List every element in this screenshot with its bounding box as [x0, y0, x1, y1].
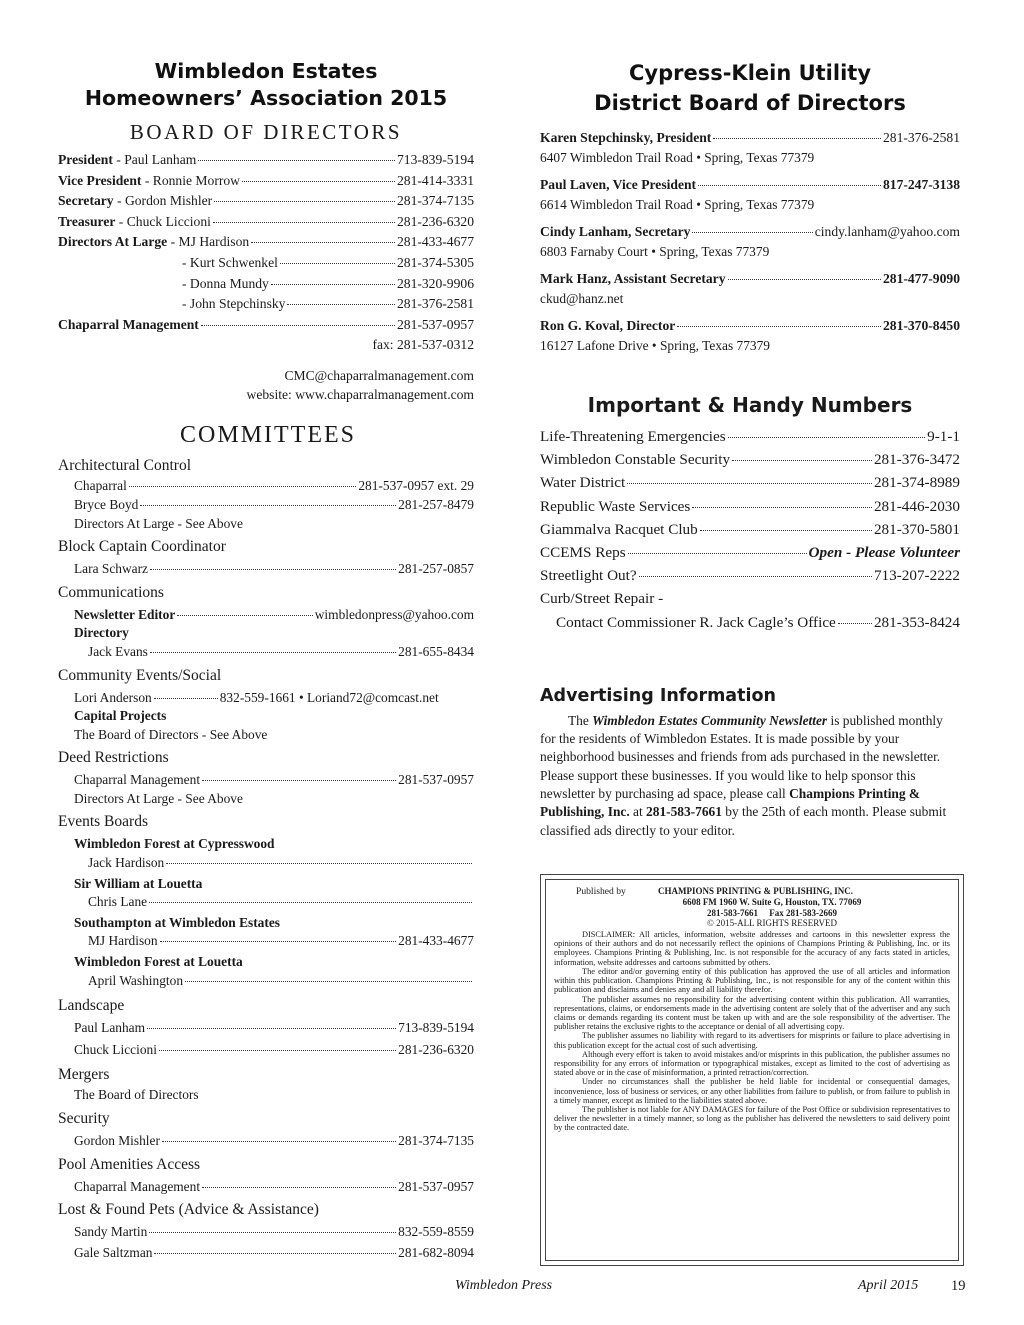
officer-row: Vice President - Ronnie Morrow 281-414-3331 [58, 172, 474, 188]
disclaimer-text: DISCLAIMER: All articles, information, website addresses and cartoons in this newsletter express the opinions of their authors and do not necessarily reflect the opinions of Champions Printing & Publishing, Inc. or its employees. Champions Printing & Publishing, Inc. is not responsible for the accuracy of any facts stated in articles, information, website addresses and cartoons submitted by others. The editor and/or governing entity of this publication has approved the use of all articles and information within this publication. Champions Printing & Publishing, Inc., is not responsible for any of the content within this publication and disclaims and denies any and all liability therefor. The publisher assumes no responsibility for the advertising content within this publication. All warranties, representations, claims, or endorsements made in the advertising content are solely that of the advertiser and any such claims or demands regarding its content must be taken up with and are the sole responsibility of the advertiser. The publisher retains the exclusive rights to the acceptance or denial of all advertising copy. The publisher assumes no liability with regard to its advertisers for misprints or failure to place advertising in this publication except for the actual cost of such advertising. Although every effort is taken to avoid mistakes and/or misprints in this publication, the publisher assumes no responsibility for any errors of information or typographical mistakes, except as limited to the cost of advertising as stated above or in the case of misinformation, a printed retraction/correction. Under no circumstances shall the publisher be held liable for incidental or consequential damages, inconvenience, loss of business or services, or any other liabilities from failure to publish, or from failure to publish in a timely manner, except as limited to the liabilities stated above. The publisher is not liable for ANY DAMAGES for failure of the Post Office or subdivision representatives to deliver the newsletter in a timely manner, so long as the publisher has delivered the newsletters to said delivery point by the contracted date. [554, 930, 950, 1133]
committee-title: Block Captain Coordinator [58, 538, 226, 556]
handy-row: CCEMS Reps Open - Please Volunteer [540, 544, 960, 562]
committee-row: Chris Lane [58, 893, 474, 912]
committee-title: Pool Amenities Access [58, 1155, 201, 1173]
hoa-title: Wimbledon Estates Homeowners’ Association 2015 [84, 59, 448, 110]
management-row: Chaparral Management 281-537-0957 [58, 316, 474, 332]
handy-row: Giammalva Racquet Club 281-370-5801 [540, 520, 960, 538]
director-row: - John Stepchinsky 281-376-2581 [182, 296, 474, 312]
committee-row: Chuck Liccioni 281-236-6320 [74, 1041, 474, 1057]
utility-member: Karen Stepchinsky, President 281-376-2581 6407 Wimbledon Trail Road • Spring, Texas 77379 [540, 130, 960, 165]
advertising-title: Advertising Information [540, 685, 776, 706]
committee-note: Directors At Large - See Above [74, 790, 243, 806]
left-column [58, 58, 474, 1262]
utility-member: Cindy Lanham, Secretary cindy.lanham@yahoo.com 6803 Farnaby Court • Spring, Texas 77379 [540, 224, 960, 259]
director-row: - Kurt Schwenkel 281-374-5305 [182, 254, 474, 270]
page-number: 19 [951, 1278, 966, 1294]
utility-members [540, 128, 960, 355]
management-website[interactable]: website: www.chaparralmanagement.com [246, 387, 474, 403]
handy-row: Water District 281-374-8989 [540, 474, 960, 492]
committee-title: Lost & Found Pets (Advice & Assistance) [58, 1201, 319, 1219]
committee-sublabel: Wimbledon Forest at Louetta [74, 954, 243, 970]
committee-title: Mergers [58, 1066, 110, 1084]
right-column [540, 58, 960, 840]
committee-title: Deed Restrictions [58, 749, 169, 767]
board-heading: BOARD OF DIRECTORS [129, 120, 403, 144]
committee-row: Newsletter Editor wimbledonpress@yahoo.com [74, 606, 474, 622]
officer-row: Treasurer - Chuck Liccioni 281-236-6320 [58, 213, 474, 229]
committees-list [58, 455, 474, 1262]
handy-row: Wimbledon Constable Security 281-376-3472 [540, 451, 960, 469]
utility-member: Paul Laven, Vice President 817-247-3138 6614 Wimbledon Trail Road • Spring, Texas 77379 [540, 177, 960, 212]
committee-row: MJ Hardison 281-433-4677 [88, 933, 474, 949]
footer-date: April 2015 [858, 1278, 919, 1293]
publisher-name: CHAMPIONS PRINTING & PUBLISHING, INC. [658, 886, 854, 896]
handy-row: Contact Commissioner R. Jack Cagle’s Office 281-353-8424 [556, 613, 960, 631]
committee-note: The Board of Directors - See Above [74, 726, 268, 742]
publisher-header: Published by CHAMPIONS PRINTING & PUBLISHING, INC. [576, 886, 854, 897]
committee-row: Lori Anderson 832-559-1661 • Loriand72@comcast.net [74, 689, 439, 705]
committee-title: Architectural Control [58, 457, 191, 475]
committee-row: Chaparral 281-537-0957 ext. 29 [74, 478, 474, 494]
handy-numbers-title: Important & Handy Numbers [587, 393, 913, 417]
committee-note: Directors At Large - See Above [74, 515, 243, 531]
committee-sublabel: Directory [74, 625, 129, 641]
advertising-body: The Wimbledon Estates Community Newsletter is published monthly for the residents of Wimbledon Estates. It is made possible by your neighborhood businesses and friends from ads purchased in the newsletter. Please support these businesses. If you would like to help sponsor this newsletter by purchasing ad space, please call Champions Printing & Publishing, Inc. at 281-583-7661 by the 25th of each month. Please submit classified ads directly to your editor. [540, 712, 947, 838]
committee-title: Communications [58, 583, 164, 601]
committee-row: April Washington [58, 972, 474, 991]
committee-row: Chaparral Management 281-537-0957 [74, 772, 474, 788]
committee-row: Lara Schwarz 281-257-0857 [74, 561, 474, 577]
committee-row: Gale Saltzman 281-682-8094 [74, 1244, 474, 1260]
utility-member: Mark Hanz, Assistant Secretary 281-477-9090 ckud@hanz.net [540, 271, 960, 306]
handy-note: Curb/Street Repair - [540, 590, 664, 608]
committee-row: Jack Evans 281-655-8434 [88, 643, 474, 659]
director-row: - Donna Mundy 281-320-9906 [182, 275, 474, 291]
committee-row: Paul Lanham 713-839-5194 [74, 1020, 474, 1036]
officer-row: President - Paul Lanham 713-839-5194 [58, 152, 474, 167]
publisher-disclaimer-box: Published by CHAMPIONS PRINTING & PUBLISHING, INC. 6608 FM 1960 W. Suite G, Houston, TX. 77069 281-583-7661 Fax 281-583-2669 © 2015-ALL RIGHTS RESERVED DISCLAIMER: All articles, information, website addresses and cartoons in this newsletter express the opinions of their authors and do not necessarily reflect the opinions of Champions Printing & Publishing, Inc. or its employees. Champions Printing & Publishing, Inc. is not responsible for the accuracy of any facts stated in articles, information, website addresses and cartoons submitted by others. The editor and/or governing entity of this publication has approved the use of all articles and information within this publication. Champions Printing & Publishing, Inc., is not responsible for any of the content within this publication and disclaims and denies any and all liability therefor. The publisher assumes no responsibility for the advertising content within this publication. All warranties, representations, claims, or endorsements made in the advertising content are solely that of the advertiser and any such claims or demands regarding its content must be taken up with and are the sole responsibility of the advertiser. The publisher retains the exclusive rights to the acceptance or denial of all advertising copy. The publisher assumes no liability with regard to its advertisers for misprints or failure to place advertising in this publication except for the actual cost of such advertising. Although every effort is taken to avoid mistakes and/or misprints in this publication, the publisher assumes no responsibility for any errors of information or typographical mistakes, except as limited to the cost of advertising as stated above or in the case of misinformation, a printed retraction/correction. Under no circumstances shall the publisher be held liable for incidental or consequential damages, inconvenience, loss of business or services, or any other liabilities from failure to publish, or from failure to publish in a timely manner, except as limited to the liabilities stated above. The publisher is not liable for ANY DAMAGES for failure of the Post Office or subdivision representatives to deliver the newsletter in a timely manner, so long as the publisher has delivered the newsletters to said delivery point by the contracted date. [540, 874, 964, 1266]
officers-list [58, 150, 474, 404]
handy-row: Republic Waste Services 281-446-2030 [540, 497, 960, 515]
committees-heading: COMMITTEES [180, 422, 356, 449]
committee-sublabel: Sir William at Louetta [74, 875, 203, 891]
footer-publication-title: Wimbledon Press [455, 1278, 553, 1293]
management-fax: fax: 281-537-0312 [372, 337, 474, 353]
committee-sublabel: Capital Projects [74, 708, 167, 724]
utility-member: Ron G. Koval, Director 281-370-8450 16127 Lafone Drive • Spring, Texas 77379 [540, 318, 960, 353]
committee-title: Events Boards [58, 813, 148, 831]
committee-row: Chaparral Management 281-537-0957 [74, 1178, 474, 1194]
committee-row: Bryce Boyd 281-257-8479 [74, 496, 474, 512]
utility-title: Cypress-Klein Utility District Board of Directors [594, 61, 906, 115]
handy-row: Life-Threatening Emergencies 9-1-1 [540, 428, 960, 445]
committee-title: Community Events/Social [58, 666, 222, 684]
officer-row: Secretary - Gordon Mishler 281-374-7135 [58, 193, 474, 209]
management-email[interactable]: CMC@chaparralmanagement.com [284, 368, 474, 384]
officer-row: Directors At Large - MJ Hardison 281-433-4677 [58, 234, 474, 250]
committee-sublabel: Wimbledon Forest at Cypresswood [74, 836, 275, 852]
handy-numbers-list [540, 425, 960, 634]
committee-title: Security [58, 1110, 110, 1127]
committee-sublabel: Southampton at Wimbledon Estates [74, 914, 280, 930]
committee-row: Jack Hardison [58, 854, 474, 873]
handy-row: Streetlight Out? 713-207-2222 [540, 567, 960, 585]
committee-note: The Board of Directors [74, 1087, 199, 1103]
committee-row: Gordon Mishler 281-374-7135 [74, 1133, 474, 1148]
committee-title: Landscape [58, 997, 125, 1015]
committee-row: Sandy Martin 832-559-8559 [74, 1224, 474, 1240]
